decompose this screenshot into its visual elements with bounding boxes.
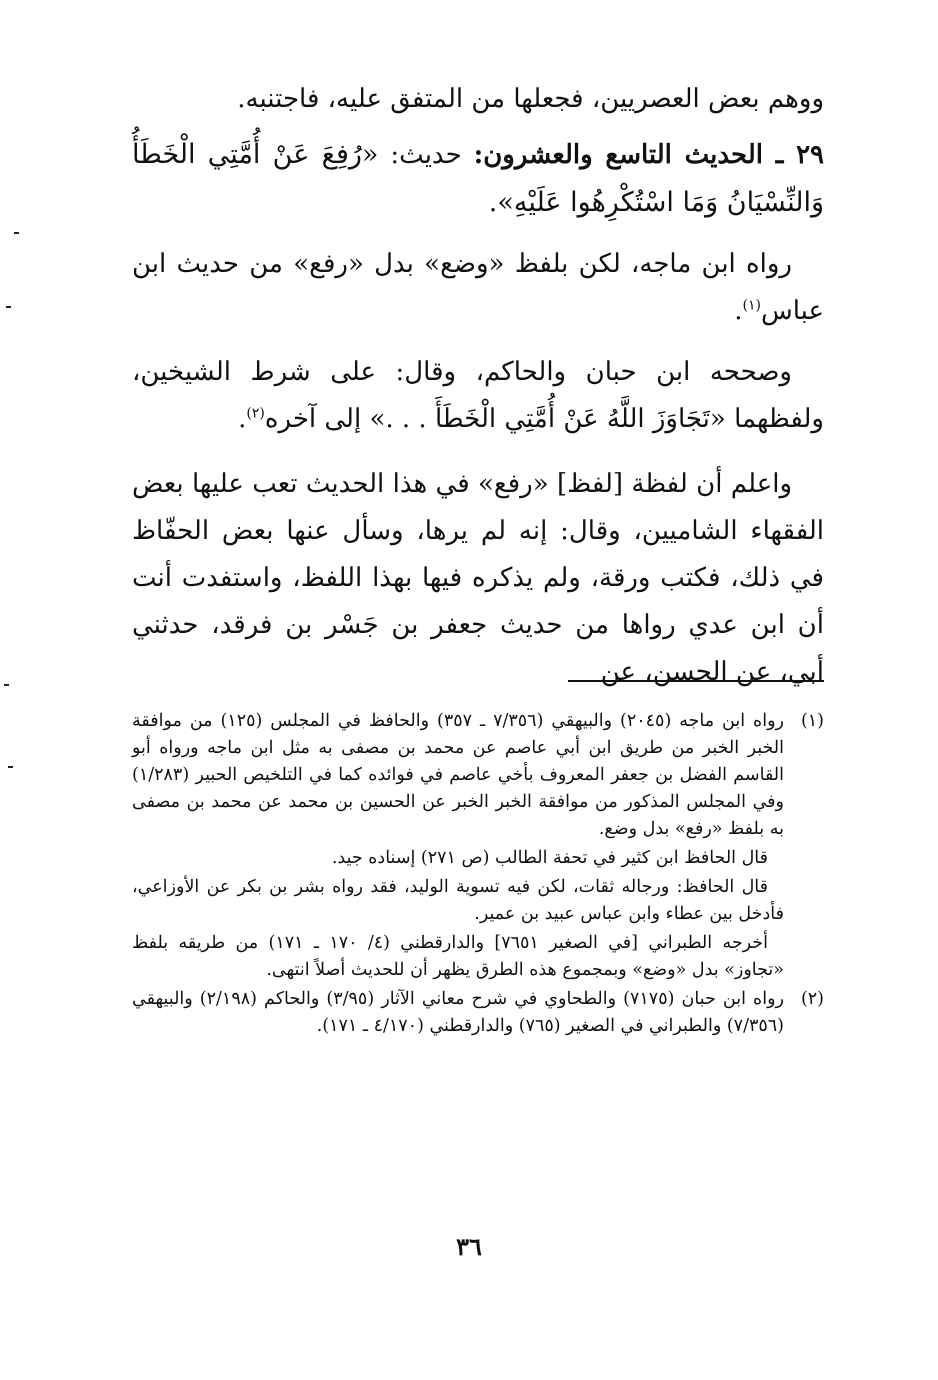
footnote-1-number: (١) [800,711,824,731]
ibn-majah-end: . [734,296,743,326]
paragraph-ibn-hibban [132,349,824,443]
footnote-2-text: رواه ابن حبان (٧١٧٥) والطحاوي في شرح معاني الآثار (٣/٩٥) والحاكم (٢/١٩٨) والبيهقي (٧/٣٥٦) والطبراني في الصغير (٧٦٥) والدارقطني (٤/١٧٠ ـ ١٧١). [132,989,784,1036]
paragraph-ibn-majah [132,241,824,335]
margin-mark [4,684,9,686]
ibn-majah-text: رواه ابن ماجه، لكن بلفظ «وضع» بدل «رفع» من حديث ابن عباس [132,249,824,326]
margin-mark [8,766,13,768]
footnote-1-ibn-kathir: قال الحافظ ابن كثير في تحفة الطالب (ص ٢٧١) إسناده جيد. [331,848,768,868]
footnote-2 [132,986,824,1040]
footnote-1-hafiz-note: قال الحافظ: ورجاله ثقات، لكن فيه تسوية الوليد، فقد رواه بشر بن بكر عن الأوزاعي، فأدخل بين عطاء وابن عباس عبيد بن عمير. [132,877,784,924]
hadith-quote: «رُفِعَ عَنْ أُمَّتِي الْخَطَأُ وَالنِّسْيَانُ وَمَا اسْتُكْرِهُوا عَلَيْهِ». [132,139,824,218]
footnote-1-tabarani: أخرجه الطبراني [في الصغير ٧٦٥١] والدارقطني (٤/ ١٧٠ ـ ١٧١) من طريقه بلفظ «تجاوز» بدل «وضع» وبمجموع هذه الطرق يظهر أن للحديث أصلاً انتهى. [132,933,784,980]
page-number: ٣٦ [456,1232,482,1261]
footnote-separator [568,680,824,682]
paragraph-intro: ووهم بعض العصريين، فجعلها من المتفق عليه، فاجتنبه. [237,84,824,114]
footnote-ref-2[interactable]: (٢) [246,405,265,422]
footnote-1-text: رواه ابن ماجه (٢٠٤٥) والبيهقي (٧/٣٥٦ ـ ٣٥٧) والحافظ في المجلس (١٢٥) من موافقة الخبر الخبر من طريق ابن أبي عاصم عن محمد بن مصفى به مثل ابن ماجه ورواه أبو القاسم الفضل بن جعفر المعروف بأخي عاصم في فوائده كما في التلخيص الحبير (١/٢٨٣) وفي المجلس المذكور من موافقة الخبر الخبر عن الحسين بن محمد عن محمد بن مصفى به بلفظ «رفع» بدل وضع. [132,711,784,839]
hadith-heading: ٢٩ ـ الحديث التاسع والعشرون: [473,140,825,170]
hadith-intro: حديث: [390,140,462,170]
ibn-hibban-end: . [238,404,247,434]
main-text-block [132,76,824,696]
ibn-hibban-text: وصححه ابن حبان والحاكم، وقال: على شرط الشيخين، ولفظهما «تَجَاوَزَ اللَّهُ عَنْ أُمَّتِي الْخَطَأَ . . .» إلى آخره [132,357,824,434]
paragraph-commentary: واعلم أن لفظة [لفظ] «رفع» في هذا الحديث تعب عليها بعض الفقهاء الشاميين، وقال: إنه لم يرها، وسأل عنها بعض الحفّاظ في ذلك، فكتب ورقة، ولم يذكره فيها بهذا اللفظ، واستفدت أنت أن ابن عدي رواها من حديث جعفر بن جَسْر بن فرقد، حدثني أبي، عن الحسن، عن [132,469,824,687]
footnote-ref-1[interactable]: (١) [742,297,761,314]
paragraph-hadith-29 [132,131,824,227]
margin-mark [6,306,11,308]
margin-mark [14,232,19,234]
footnotes-section [132,708,824,1042]
footnote-2-number: (٢) [800,989,824,1009]
footnote-1 [132,708,824,843]
